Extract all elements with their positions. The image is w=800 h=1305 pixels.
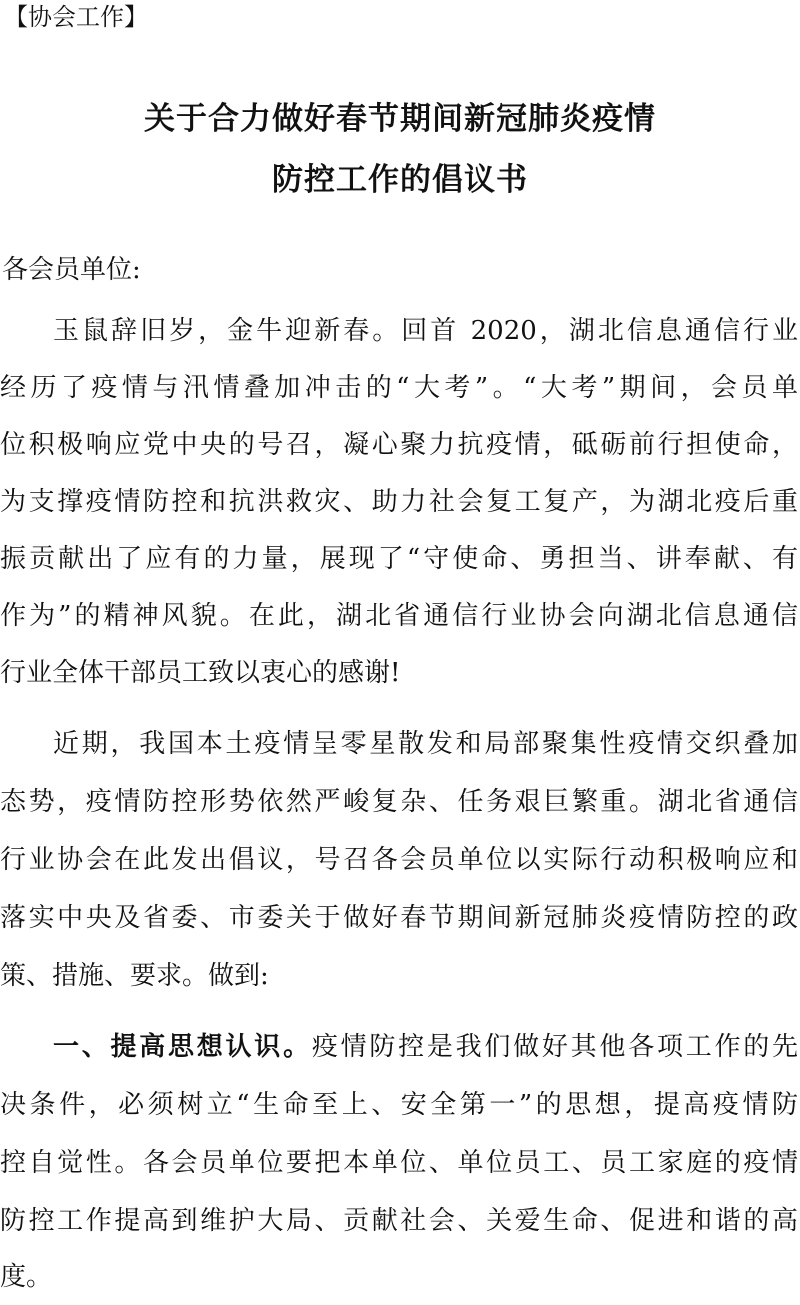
- paragraph-2-line: 策、措施、要求。做到:: [0, 961, 269, 991]
- paragraph-2-line: 态势，疫情防控形势依然严峻复杂、任务艰巨繁重。湖北省通信: [0, 787, 798, 817]
- category-label: 【协会工作】: [4, 3, 148, 31]
- paragraph-3-line: 决条件，必须树立“生命至上、安全第一”的思想，提高疫情防: [0, 1090, 798, 1120]
- paragraph-3-line: 控自觉性。各会员单位要把本单位、单位员工、员工家庭的疫情: [0, 1148, 798, 1178]
- section-heading: 一、提高思想认识。: [53, 1032, 312, 1062]
- paragraph-3-text: 疫情防控是我们做好其他各项工作的先: [311, 1032, 798, 1062]
- paragraph-1-line: 振贡献出了应有的力量，展现了“守使命、勇担当、讲奉献、有: [0, 544, 798, 574]
- paragraph-1-line: 位积极响应党中央的号召，凝心聚力抗疫情，砥砺前行担使命，: [0, 430, 798, 460]
- paragraph-1-line: 行业全体干部员工致以衷心的感谢!: [0, 658, 401, 688]
- paragraph-2-line: 近期，我国本土疫情呈零星散发和局部聚集性疫情交织叠加: [53, 729, 798, 759]
- document-title-line-2: 防控工作的倡议书: [272, 162, 528, 198]
- salutation: 各会员单位:: [2, 255, 141, 285]
- paragraph-2-line: 落实中央及省委、市委关于做好春节期间新冠肺炎疫情防控的政: [0, 903, 798, 933]
- paragraph-1-line: 作为”的精神风貌。在此，湖北省通信行业协会向湖北信息通信: [0, 601, 798, 631]
- paragraph-1-line: 经历了疫情与汛情叠加冲击的“大考”。“大考”期间，会员单: [0, 373, 798, 403]
- paragraph-3-line: 防控工作提高到维护大局、贡献社会、关爱生命、促进和谐的高: [0, 1206, 798, 1236]
- paragraph-2-line: 行业协会在此发出倡议，号召各会员单位以实际行动积极响应和: [0, 845, 798, 875]
- paragraph-1-line: 玉鼠辞旧岁，金牛迎新春。回首 2020，湖北信息通信行业: [53, 316, 798, 346]
- document-title-line-1: 关于合力做好春节期间新冠肺炎疫情: [144, 101, 656, 137]
- paragraph-1-line: 为支撑疫情防控和抗洪救灾、助力社会复工复产，为湖北疫后重: [0, 487, 798, 517]
- paragraph-3-line: [53, 1027, 798, 1067]
- paragraph-3-line: 度。: [0, 1262, 53, 1292]
